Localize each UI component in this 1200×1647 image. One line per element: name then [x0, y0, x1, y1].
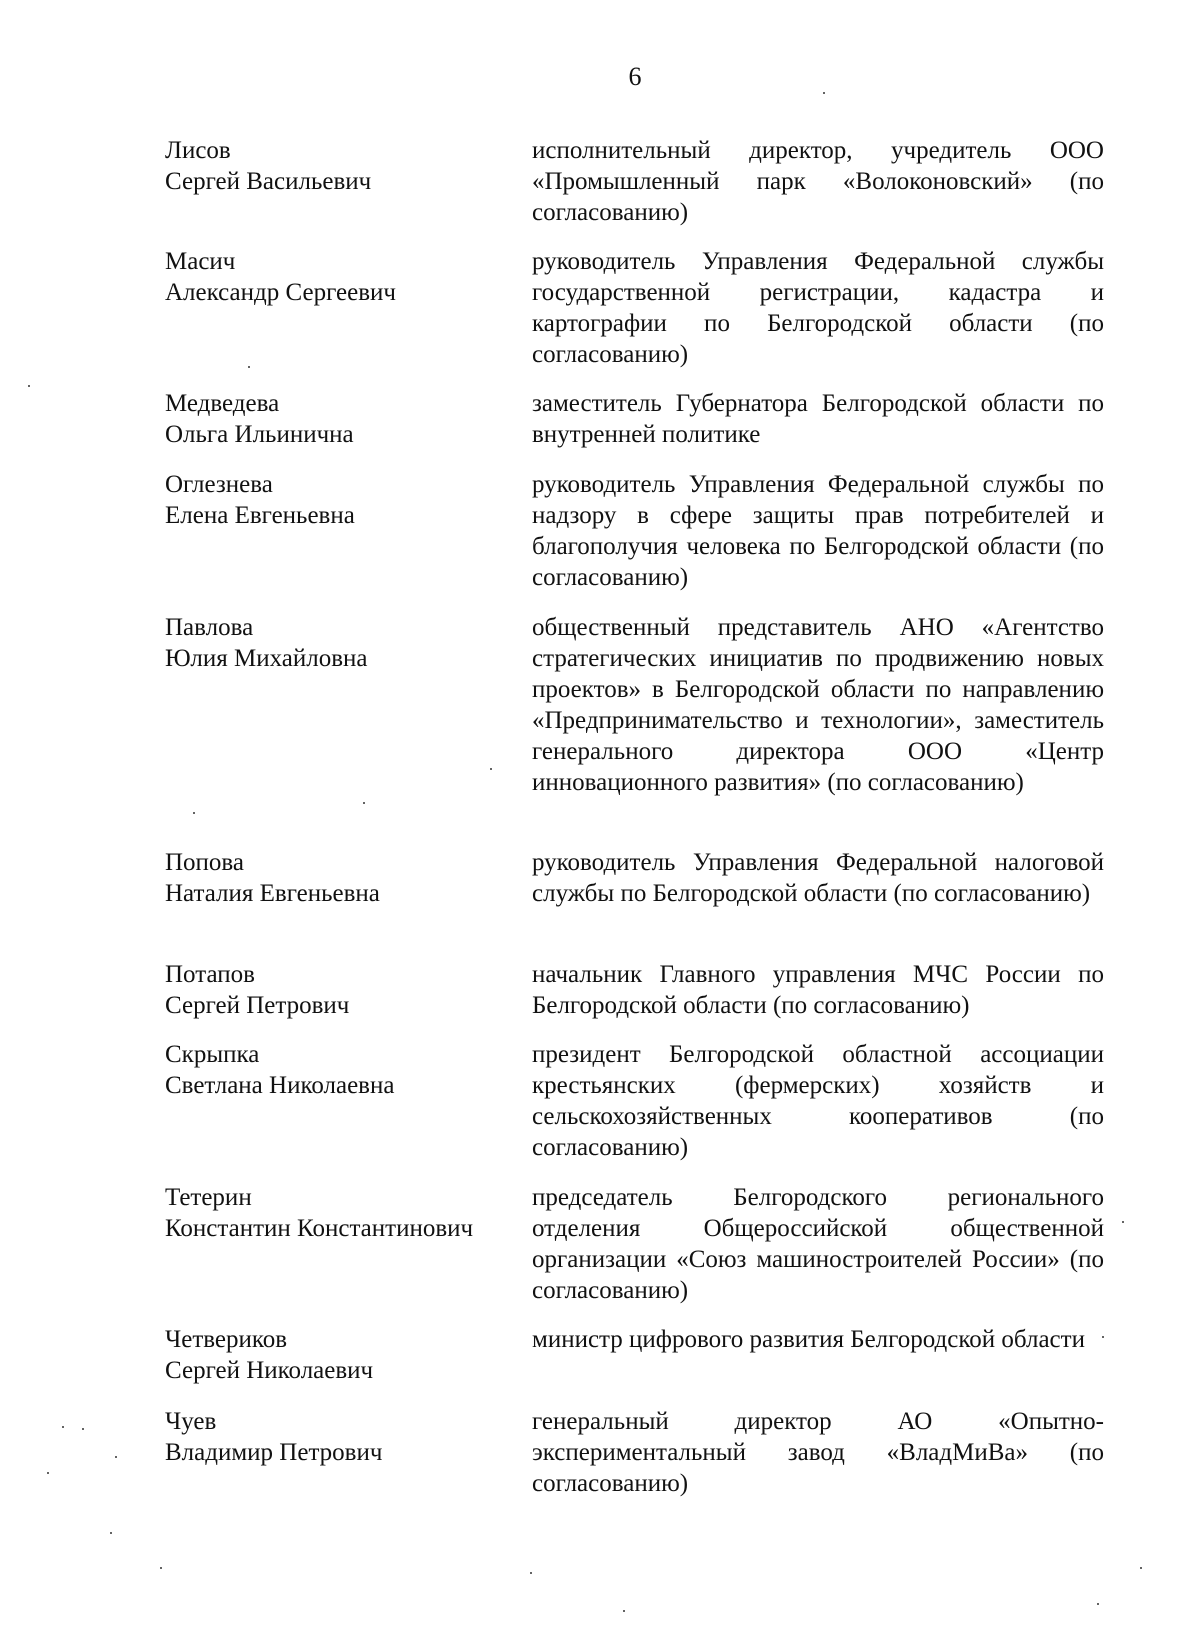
member-surname: Чуев	[165, 1408, 217, 1435]
member-surname: Попова	[165, 849, 245, 876]
member-given-names: Юлия Михайловна	[165, 645, 368, 672]
page-number: 6	[628, 62, 642, 91]
member-name	[165, 1324, 525, 1386]
member-surname: Четвериков	[165, 1326, 288, 1353]
scan-speck	[115, 1456, 117, 1458]
member-given-names: Светлана Николаевна	[165, 1072, 395, 1099]
member-name	[165, 847, 525, 909]
member-name	[165, 959, 525, 1021]
member-given-names: Владимир Петрович	[165, 1439, 383, 1466]
scan-speck	[530, 1572, 532, 1574]
member-given-names: Наталия Евгеньевна	[165, 880, 380, 907]
member-surname: Павлова	[165, 614, 254, 641]
scan-speck	[160, 1567, 162, 1569]
member-position: генеральный директор АО «Опытно-экспериментальный завод «ВладМиВа» (по согласованию)	[532, 1408, 1104, 1497]
scan-speck	[623, 1610, 625, 1612]
member-position: президент Белгородской областной ассоциации крестьянских (фермерских) хозяйств и сельскохозяйственных кооперативов (по согласованию)	[532, 1041, 1104, 1161]
scan-speck	[193, 812, 195, 814]
member-position: начальник Главного управления МЧС России по Белгородской области (по согласованию)	[532, 961, 1104, 1019]
scan-speck	[110, 1532, 112, 1534]
member-position: заместитель Губернатора Белгородской области по внутренней политике	[532, 390, 1104, 448]
member-name	[165, 388, 525, 450]
member-given-names: Елена Евгеньевна	[165, 502, 355, 529]
member-name	[165, 246, 525, 308]
scan-speck	[47, 1472, 49, 1474]
member-given-names: Ольга Ильинична	[165, 421, 354, 448]
member-name	[165, 469, 525, 531]
member-given-names: Сергей Васильевич	[165, 168, 372, 195]
member-surname: Оглезнева	[165, 471, 273, 498]
member-name	[165, 612, 525, 674]
member-name	[165, 1406, 525, 1468]
member-name	[165, 135, 525, 197]
member-surname: Тетерин	[165, 1184, 252, 1211]
member-position: руководитель Управления Федеральной налоговой службы по Белгородской области (по согласованию)	[532, 849, 1104, 907]
member-position: министр цифрового развития Белгородской области	[532, 1326, 1085, 1353]
member-name	[165, 1039, 525, 1101]
member-given-names: Александр Сергеевич	[165, 279, 396, 306]
member-given-names: Сергей Петрович	[165, 992, 350, 1019]
member-position: общественный представитель АНО «Агентство стратегических инициатив по продвижению новых проектов» в Белгородской области по направлению «Предпринимательство и технологии», заместитель генерального директора ООО «Центр инновационного развития» (по согласованию)	[532, 614, 1104, 796]
member-surname: Лисов	[165, 137, 231, 164]
member-surname: Масич	[165, 248, 236, 275]
scan-speck	[1140, 1567, 1142, 1569]
member-position: председатель Белгородского регионального отделения Общероссийской общественной организации «Союз машиностроителей России» (по согласованию)	[532, 1184, 1104, 1304]
scan-speck	[1122, 1221, 1124, 1223]
scan-speck	[248, 366, 250, 368]
member-name	[165, 1182, 525, 1244]
scan-speck	[62, 1426, 64, 1428]
member-surname: Скрыпка	[165, 1041, 260, 1068]
member-given-names: Сергей Николаевич	[165, 1357, 374, 1384]
scan-speck	[28, 385, 30, 387]
scan-speck	[490, 768, 492, 770]
scan-speck	[1102, 1336, 1104, 1338]
scan-speck	[82, 1428, 84, 1430]
member-position: исполнительный директор, учредитель ООО «Промышленный парк «Волоконовский» (по согласованию)	[532, 137, 1104, 226]
scan-speck	[1097, 1603, 1099, 1605]
member-surname: Медведева	[165, 390, 280, 417]
member-position: руководитель Управления Федеральной службы по надзору в сфере защиты прав потребителей и благополучия человека по Белгородской области (по согласованию)	[532, 471, 1104, 591]
member-position: руководитель Управления Федеральной службы государственной регистрации, кадастра и картографии по Белгородской области (по согласованию)	[532, 248, 1104, 368]
scan-speck	[823, 92, 825, 94]
member-given-names: Константин Константинович	[165, 1215, 474, 1242]
member-surname: Потапов	[165, 961, 255, 988]
scan-speck	[363, 802, 365, 804]
